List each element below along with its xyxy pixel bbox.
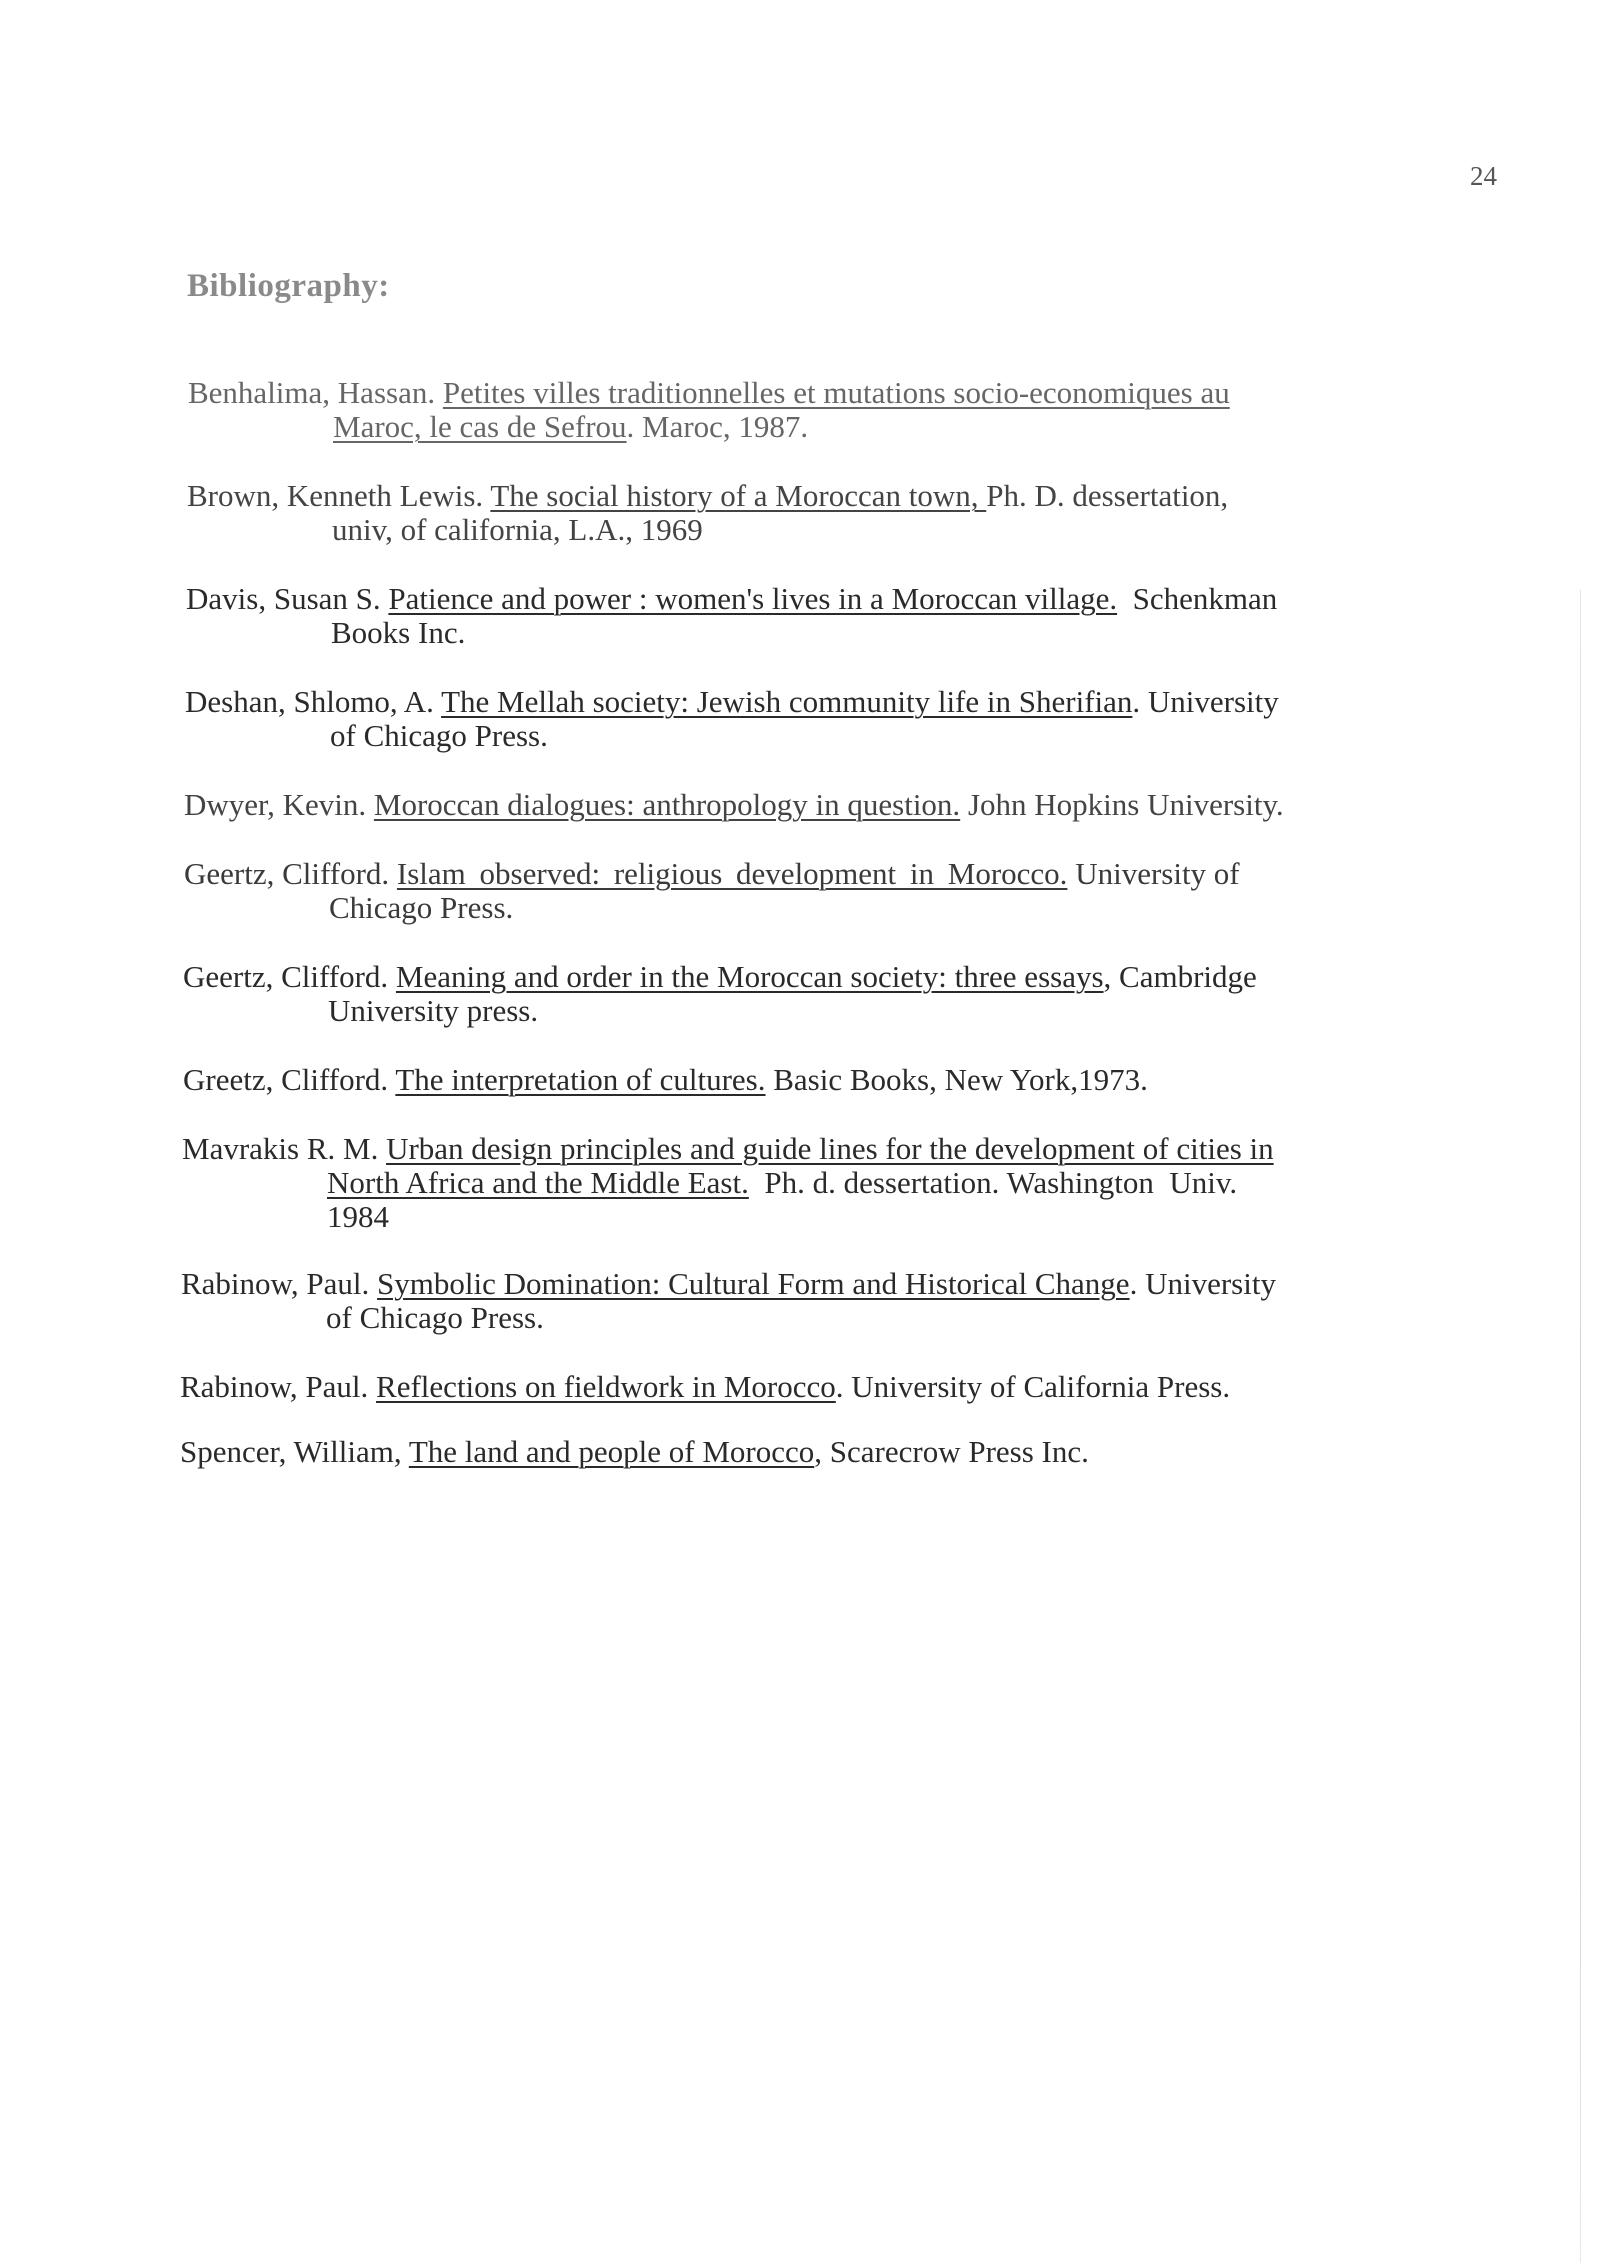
entry-publication: . University bbox=[1129, 1266, 1276, 1301]
entry-title-continued: Maroc, le cas de Sefrou bbox=[333, 409, 627, 444]
bibliography-entry bbox=[180, 1435, 1430, 1469]
entry-publication: Schenkman bbox=[1117, 581, 1278, 616]
entry-title: Urban design principles and guide lines for the development of cities in bbox=[386, 1131, 1274, 1166]
entry-publication-continued: Books Inc. bbox=[331, 615, 466, 650]
entry-publication-continued: of Chicago Press. bbox=[326, 1300, 544, 1335]
bibliography-entry bbox=[185, 685, 1385, 753]
entry-title: Patience and power : women's lives in a Moroccan village. bbox=[388, 581, 1118, 616]
entry-author: Davis, Susan S. bbox=[186, 581, 389, 616]
entry-title: Petites villes traditionnelles et mutations socio-economiques au bbox=[442, 375, 1230, 410]
bibliography-entry bbox=[186, 582, 1386, 650]
entry-author: Benhalima, Hassan. bbox=[188, 375, 443, 410]
bibliography-entry bbox=[188, 376, 1338, 444]
entry-publication: Basic Books, New York,1973. bbox=[765, 1062, 1148, 1097]
entry-author: Dwyer, Kevin. bbox=[184, 787, 374, 822]
entry-title: Symbolic Domination: Cultural Form and Historical Change bbox=[377, 1266, 1130, 1301]
entry-title: Moroccan dialogues: anthropology in question. bbox=[373, 787, 961, 822]
bibliography-entry bbox=[180, 1370, 1430, 1404]
scan-margin-line bbox=[1580, 590, 1581, 2263]
entry-publication-continued: univ, of california, L.A., 1969 bbox=[332, 512, 703, 547]
page-number: 24 bbox=[1470, 161, 1497, 191]
bibliography-entry bbox=[183, 1063, 1433, 1097]
bibliography-entry bbox=[187, 479, 1387, 547]
entry-author: Rabinow, Paul. bbox=[180, 1369, 377, 1404]
entry-publication: . Maroc, 1987. bbox=[626, 409, 809, 444]
entry-title: Reflections on fieldwork in Morocco bbox=[376, 1369, 836, 1404]
entry-title: The land and people of Morocco bbox=[408, 1434, 815, 1469]
entry-author: Geertz, Clifford. bbox=[183, 959, 396, 994]
entry-publication: . University bbox=[1132, 684, 1279, 719]
entry-publication-continued: 1984 bbox=[327, 1199, 389, 1234]
entry-title: The social history of a Moroccan town, bbox=[490, 478, 987, 513]
entry-author: Greetz, Clifford. bbox=[183, 1062, 396, 1097]
entry-author: Geertz, Clifford. bbox=[184, 856, 397, 891]
entry-title: The interpretation of cultures. bbox=[395, 1062, 766, 1097]
entry-title: Islam observed: religious development in Morocco. bbox=[396, 856, 1068, 891]
bibliography-heading: Bibliography: bbox=[187, 268, 390, 304]
entry-author: Brown, Kenneth Lewis. bbox=[187, 478, 491, 513]
entry-publication: . University of California Press. bbox=[835, 1369, 1231, 1404]
bibliography-entry bbox=[184, 788, 1434, 822]
entry-publication-continued: of Chicago Press. bbox=[330, 718, 548, 753]
entry-title: Meaning and order in the Moroccan society: three essays bbox=[395, 959, 1104, 994]
entry-publication: University of bbox=[1067, 856, 1240, 891]
entry-publication: Ph. D. dessertation, bbox=[986, 478, 1229, 513]
bibliography-entry bbox=[183, 960, 1383, 1028]
bibliography-entry bbox=[184, 857, 1384, 925]
entry-author: Rabinow, Paul. bbox=[181, 1266, 378, 1301]
entry-author: Mavrakis R. M. bbox=[182, 1131, 387, 1166]
entry-title-continued: North Africa and the Middle East. bbox=[327, 1165, 749, 1200]
entry-author: Deshan, Shlomo, A. bbox=[185, 684, 442, 719]
entry-publication: , Scarecrow Press Inc. bbox=[814, 1434, 1089, 1469]
entry-author: Spencer, William, bbox=[180, 1434, 409, 1469]
bibliography-entry bbox=[182, 1132, 1382, 1234]
entry-publication: , Cambridge bbox=[1103, 959, 1257, 994]
entry-publication-continued: Chicago Press. bbox=[329, 890, 514, 925]
entry-publication-continued: University press. bbox=[328, 993, 539, 1028]
entry-publication: John Hopkins University. bbox=[960, 787, 1284, 822]
bibliography-entry bbox=[181, 1267, 1381, 1335]
entry-publication: Ph. d. dessertation. Washington Univ. bbox=[748, 1165, 1238, 1200]
entry-title: The Mellah society: Jewish community life in Sherifian bbox=[441, 684, 1133, 719]
